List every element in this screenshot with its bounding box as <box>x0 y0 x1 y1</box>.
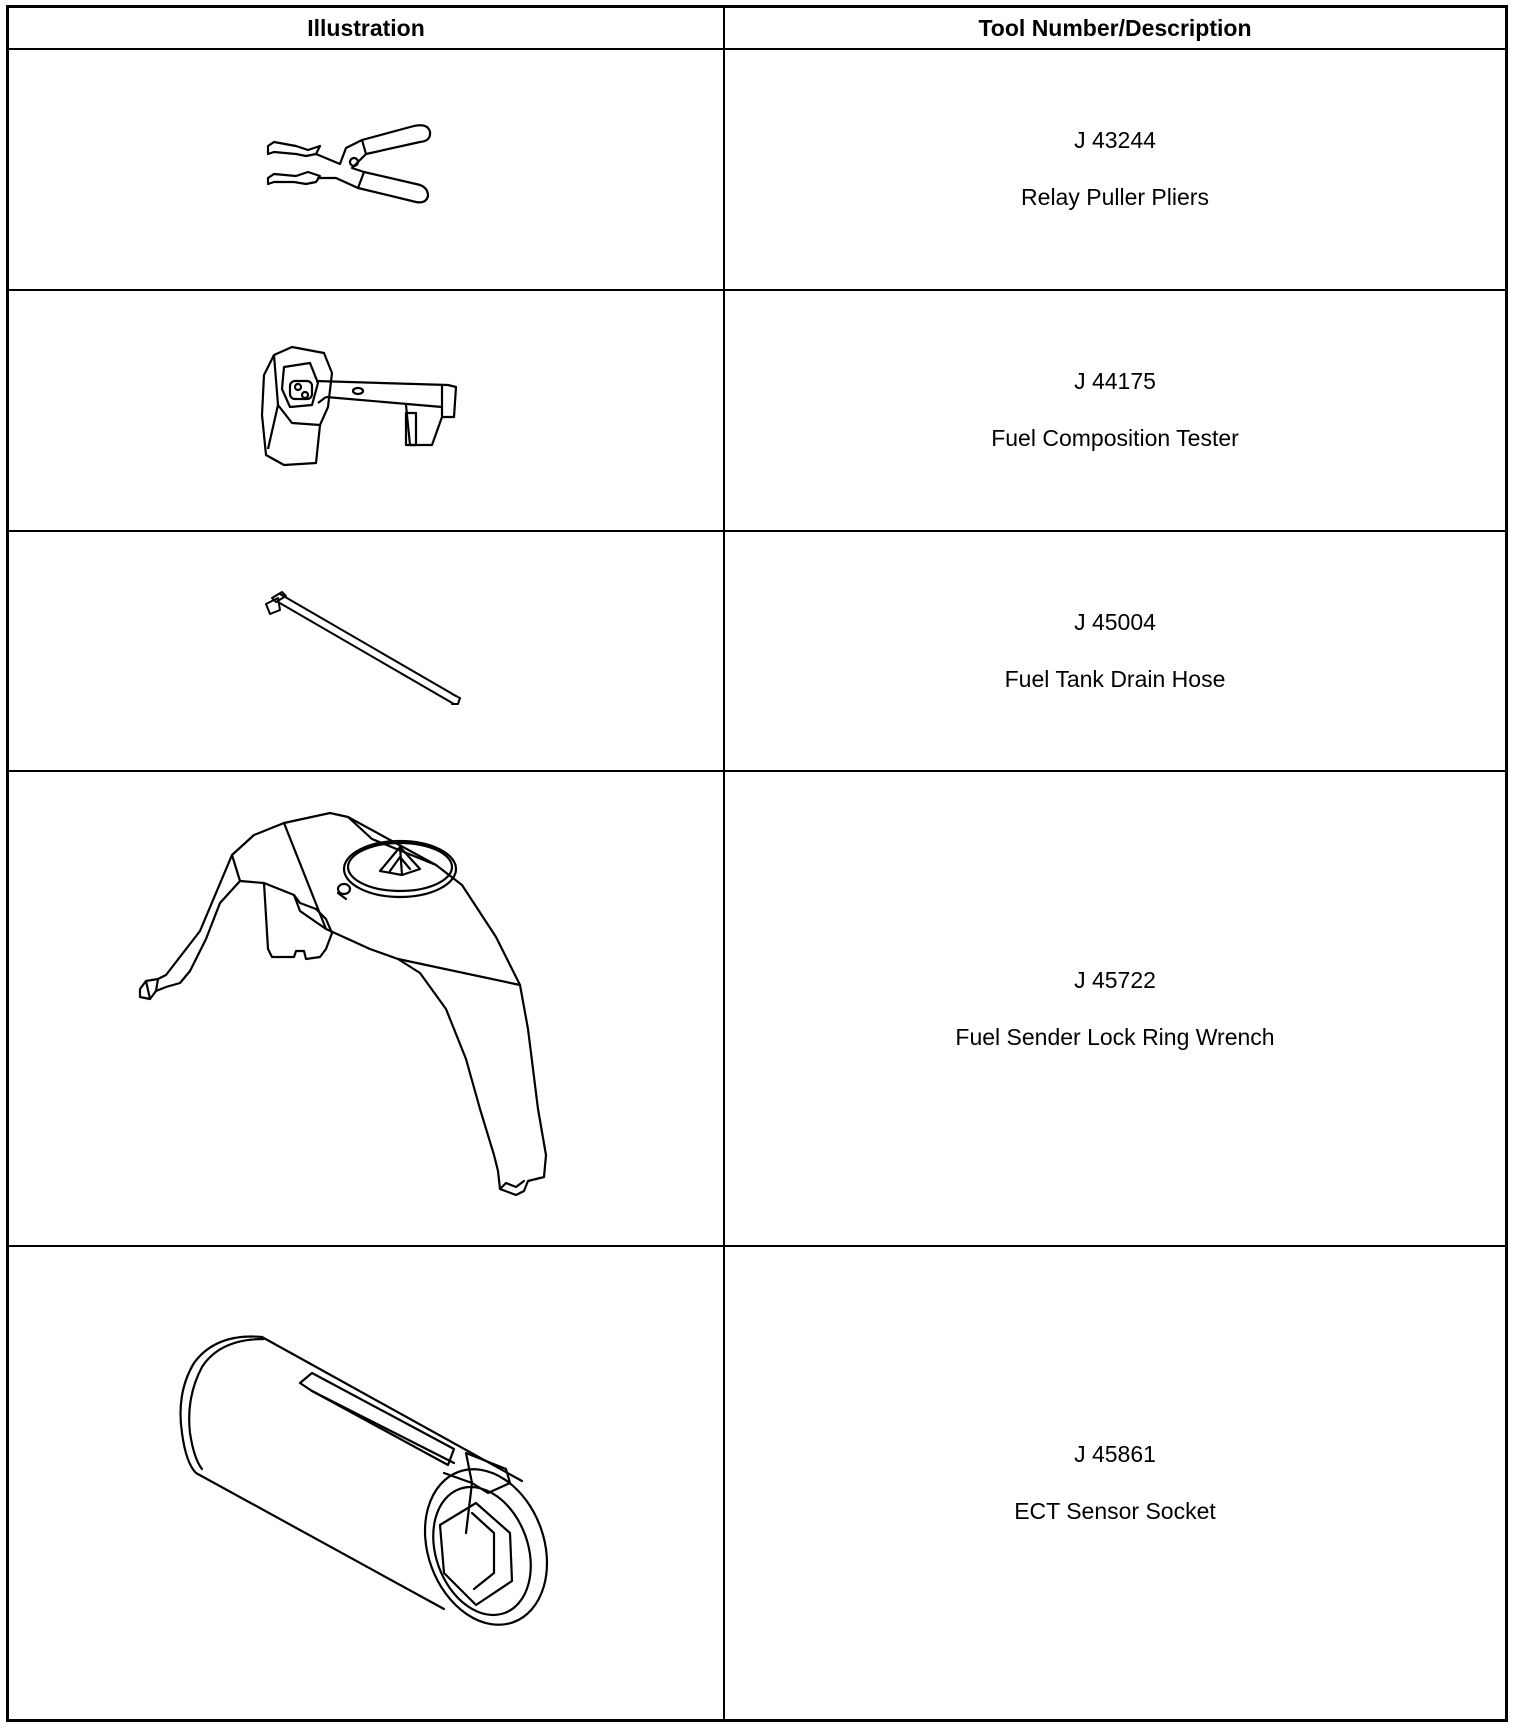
table-row <box>8 49 1507 290</box>
description-cell <box>724 771 1507 1246</box>
tool-number: J 45861 <box>1074 1440 1156 1467</box>
socket-illustration <box>176 1333 556 1633</box>
tool-number: J 45722 <box>1074 966 1156 993</box>
illustration-cell <box>8 531 725 772</box>
description-cell <box>724 49 1507 290</box>
illustration-cell <box>8 290 725 531</box>
pliers-illustration <box>266 124 466 214</box>
tool-description: ECT Sensor Socket <box>1014 1497 1216 1524</box>
tool-description: Fuel Composition Tester <box>991 425 1239 452</box>
tool-description: Fuel Sender Lock Ring Wrench <box>955 1023 1275 1050</box>
tool-number: J 45004 <box>1074 608 1156 635</box>
header-tool-description: Tool Number/Description <box>724 7 1507 50</box>
description-cell <box>724 531 1507 772</box>
tester-illustration <box>256 345 476 475</box>
illustration-cell <box>8 771 725 1246</box>
illustration-cell <box>8 1246 725 1721</box>
tool-description: Fuel Tank Drain Hose <box>1004 665 1226 692</box>
wrench-illustration <box>136 809 596 1209</box>
table-row <box>8 531 1507 772</box>
illustration-cell <box>8 49 725 290</box>
tool-number: J 43244 <box>1074 127 1156 154</box>
table-header-row <box>8 7 1507 50</box>
special-tools-table <box>6 5 1508 1722</box>
description-cell <box>724 1246 1507 1721</box>
tool-description: Relay Puller Pliers <box>1021 184 1209 211</box>
table-row <box>8 290 1507 531</box>
hose-illustration <box>256 586 476 716</box>
description-cell <box>724 290 1507 531</box>
table-row <box>8 1246 1507 1721</box>
table-row <box>8 771 1507 1246</box>
header-illustration: Illustration <box>8 7 725 50</box>
tool-number: J 44175 <box>1074 368 1156 395</box>
